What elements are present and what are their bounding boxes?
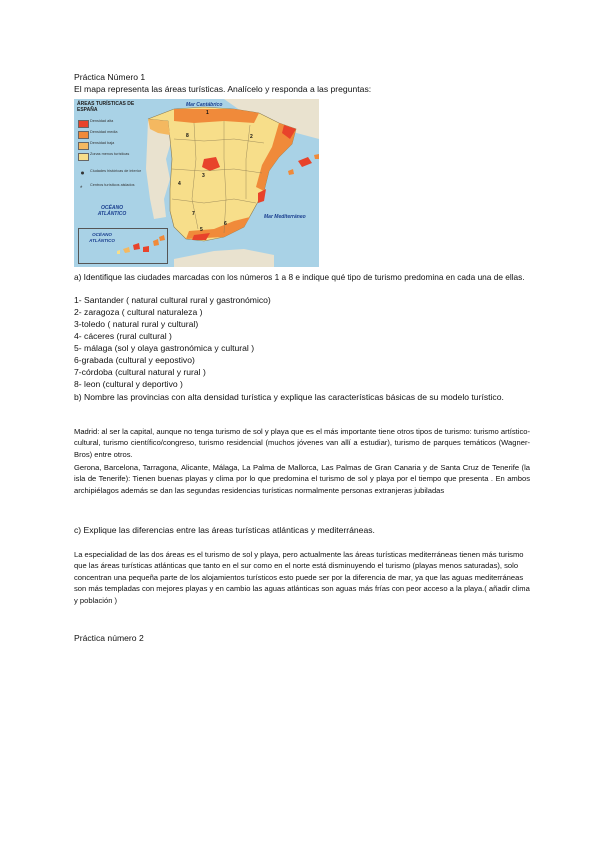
answer-a-item-8: 8- leon (cultural y deportivo )	[74, 379, 183, 389]
legend-title: ÁREAS TURÍSTICAS DE ESPAÑA	[77, 101, 135, 113]
legend-item-isolated	[78, 183, 146, 195]
canary-islands-graphic	[79, 229, 167, 263]
answer-a-item-1: 1- Santander ( natural cultural rural y gastronómico)	[74, 295, 271, 305]
legend-swatch	[78, 142, 89, 150]
answer-c: La especialidad de las dos áreas es el turismo de sol y playa, pero actualmente las áreas turísticas mediterráneas tienen más turismo que las áreas turísticas atlánticas que tanto en el sur como en el norte está disminuyendo el turismo (playas menos saturadas), solo concentran una pequeña parte de los alojamientos turísticos esto puede ser por la diferencia de mar, ya que las aguas mediterráneas son más templadas con mejores playas y en cambio las aguas atlánticas son aguas más frías con peor acceso a la playa.( añadir clima y población )	[74, 550, 530, 605]
map-number-7: 7	[192, 211, 195, 217]
legend-label: Densidad alta	[90, 119, 114, 123]
question-b: b) Nombre las provincias con alta densidad turística y explique las características básicas de su modelo turístico.	[74, 392, 504, 402]
map-number-1: 1	[206, 110, 209, 116]
legend-label: Ciudades históricas de interior	[90, 169, 142, 173]
legend-item-low	[78, 141, 146, 149]
question-c: c) Explique las diferencias entre las áreas turísticas atlánticas y mediterráneas.	[74, 525, 375, 535]
answer-a-item-5: 5- málaga (sol y olaya gastronómica y cultural )	[74, 343, 255, 353]
mallorca-island	[298, 157, 312, 167]
label-atlantico-canarias: OCÉANO ATLÁNTICO	[89, 232, 115, 243]
map-number-3: 3	[202, 173, 205, 179]
legend-item-historic	[78, 169, 146, 181]
canary-islands-inset	[78, 228, 168, 264]
dot-icon	[78, 170, 87, 176]
label-atlantico: OCÉANO ATLÁNTICO	[97, 205, 127, 217]
legend-label: Densidad media	[90, 130, 118, 134]
intro-text: El mapa representa las áreas turísticas. Analícelo y responda a las preguntas:	[74, 84, 372, 94]
legend-label: Densidad baja	[90, 141, 115, 145]
legend-item-least	[78, 152, 146, 164]
answer-a-item-2: 2- zaragoza ( cultural naturaleza )	[74, 307, 203, 317]
next-practice-heading: Práctica número 2	[74, 633, 144, 643]
tourism-map	[74, 99, 319, 267]
ibiza-island	[288, 169, 294, 175]
legend-item-high	[78, 119, 146, 127]
menorca-island	[314, 154, 319, 159]
map-legend	[74, 99, 146, 219]
map-number-8: 8	[186, 133, 189, 139]
answer-a-item-7: 7-córdoba (cultural natural y rural )	[74, 367, 206, 377]
answer-b-provinces: Gerona, Barcelona, Tarragona, Alicante, Málaga, La Palma de Mallorca, Las Palmas de Gran Canaria y de Santa Cruz de Tenerife (la isla de Tenerife): Tienen buenas playas y clima por lo que predomina el turismo de sol y playa por el tiempo que presenta . En ambos archipiélagos además se dan las segundas residencias turísticas normalmente personas extranjeras jubiladas	[74, 463, 530, 495]
spain-mainland	[148, 107, 296, 241]
map-number-5: 5	[200, 227, 203, 233]
legend-label: Zonas menos turísticas	[90, 152, 130, 156]
legend-item-medium	[78, 130, 146, 138]
answer-a-item-4: 4- cáceres (rural cultural )	[74, 331, 172, 341]
answer-b-madrid: Madrid: al ser la capital, aunque no tenga turismo de sol y playa que es el más importante tiene otros tipos de turismo: turismo artístico-cultural, turismo científico/congreso, turismo residencial (muchos jóvenes van allí a estudiar), turismo de parques temáticos (Wagner-Bros) entre otros.	[74, 427, 530, 459]
answer-a-item-3: 3-toledo ( natural rural y cultural)	[74, 319, 199, 329]
legend-swatch	[78, 153, 89, 161]
legend-swatch	[78, 120, 89, 128]
north-coast-zone	[174, 109, 259, 123]
map-number-4: 4	[178, 181, 181, 187]
legend-swatch	[78, 131, 89, 139]
answer-a-item-6: 6-grabada (cultural y eepostivo)	[74, 355, 195, 365]
label-cantabrico: Mar Cantábrico	[186, 102, 223, 108]
map-number-6: 6	[224, 221, 227, 227]
label-mediterraneo: Mar Mediterráneo	[264, 214, 306, 220]
africa-land	[174, 249, 274, 267]
svg-text:*: *	[80, 186, 83, 190]
legend-label: Centros turísticos aislados	[90, 183, 135, 187]
map-number-2: 2	[250, 134, 253, 140]
question-a: a) Identifique las ciudades marcadas con los números 1 a 8 e indique qué tipo de turismo predomina en cada una de ellas.	[74, 272, 525, 282]
star-icon	[78, 184, 87, 190]
page-title: Práctica Número 1	[74, 72, 146, 82]
